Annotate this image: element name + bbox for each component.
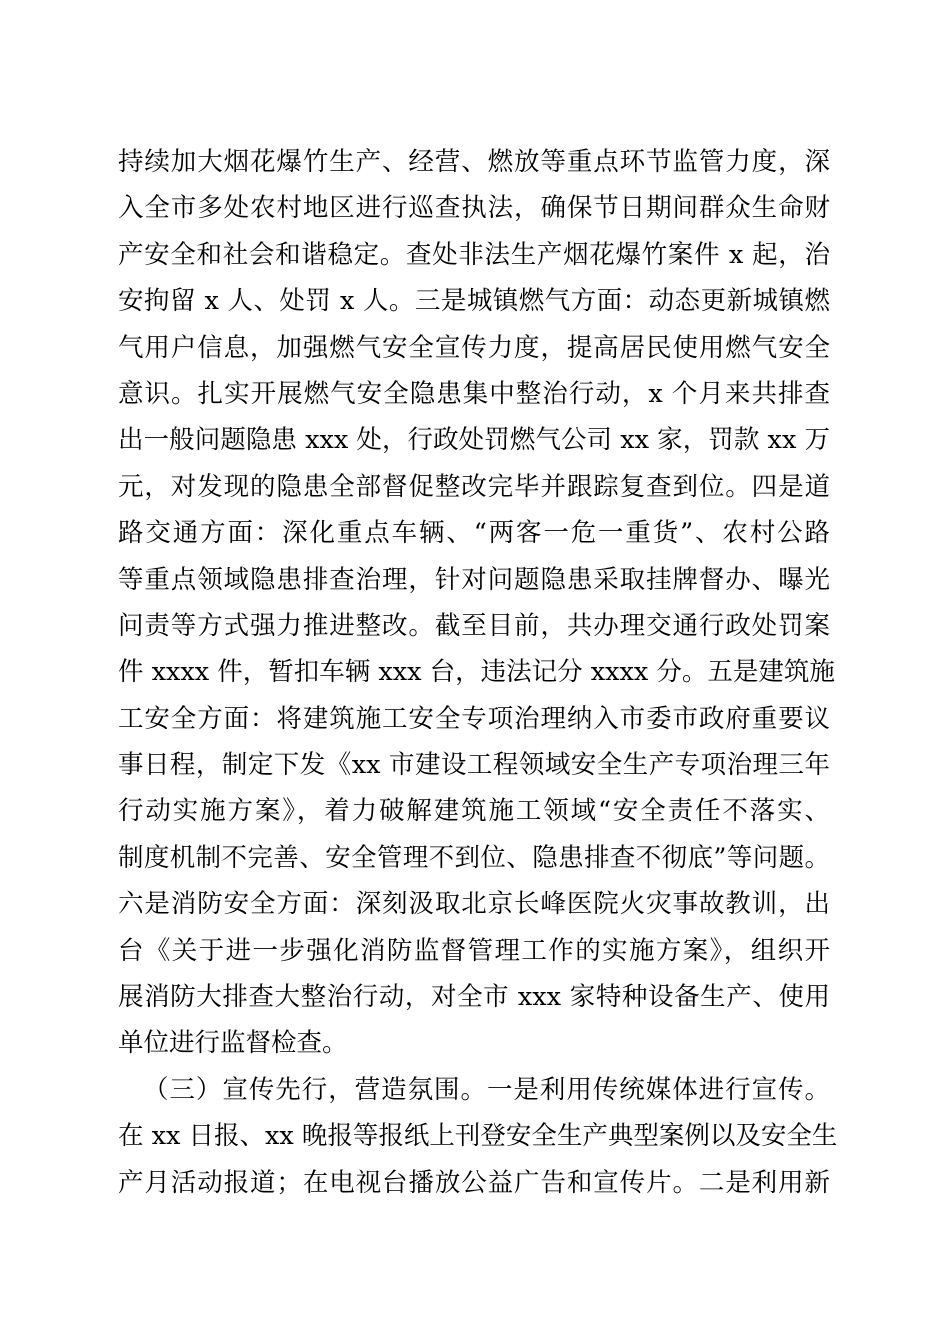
text-line: 安拘留 x 人、处罚 x 人。三是城镇燃气方面：动态更新城镇燃 (118, 286, 830, 317)
text-line: 单位进行监督检查。 (118, 1028, 348, 1059)
text-line: 台《关于进一步强化消防监督管理工作的实施方案》，组织开 (118, 935, 830, 966)
text-line: 六是消防安全方面：深刻汲取北京长峰医院火灾事故教训，出 (118, 889, 830, 920)
paragraph-safety-measures (118, 139, 835, 1067)
text-line: 展消防大排查大整治行动，对全市 xxx 家特种设备生产、使用 (118, 982, 830, 1013)
text-line: 问责等方式强力推进整改。截至目前，共办理交通行政处罚案 (118, 610, 830, 641)
text-line: 气用户信息，加强燃气安全宣传力度，提高居民使用燃气安全 (118, 332, 830, 363)
text-line: 件 xxxx 件，暂扣车辆 xxx 台，违法记分 xxxx 分。五是建筑施 (118, 657, 835, 688)
text-line: 持续加大烟花爆竹生产、经营、燃放等重点环节监管力度，深 (118, 147, 830, 177)
text-line: 工安全方面：将建筑施工安全专项治理纳入市委市政府重要议 (118, 703, 830, 734)
text-line: 出一般问题隐患 xxx 处，行政处罚燃气公司 xx 家，罚款 xx 万 (118, 425, 830, 456)
text-line: 意识。扎实开展燃气安全隐患集中整治行动，x 个月来共排查 (118, 378, 830, 409)
text-line: 路交通方面：深化重点车辆、“两客一危一重货”、农村公路 (118, 518, 830, 549)
text-line: 等重点领域隐患排查治理，针对问题隐患采取挂牌督办、曝光 (118, 564, 830, 595)
text-line: 入全市多处农村地区进行巡查执法，确保节日期间群众生命财 (118, 193, 830, 224)
text-line: 行动实施方案》，着力破解建筑施工领域“安全责任不落实、 (118, 796, 830, 827)
text-line: 制度机制不完善、安全管理不到位、隐患排查不彻底”等问题。 (118, 842, 830, 873)
text-line: 元，对发现的隐患全部督促整改完毕并跟踪复查到位。四是道 (118, 471, 830, 502)
text-line: 事日程，制定下发《xx 市建设工程领域安全生产专项治理三年 (118, 750, 830, 781)
document-body (118, 139, 838, 1206)
text-line: 产月活动报道；在电视台播放公益广告和宣传片。二是利用新 (118, 1167, 830, 1198)
text-line: 产安全和社会和谐稳定。查处非法生产烟花爆竹案件 x 起，治 (118, 239, 830, 270)
paragraph-heading-line: （三）宣传先行，营造氛围。一是利用传统媒体进行宣传。 (143, 1074, 830, 1105)
text-line: 在 xx 日报、xx 晚报等报纸上刊登安全生产典型案例以及安全生 (118, 1121, 838, 1152)
paragraph-publicity (118, 1067, 838, 1206)
